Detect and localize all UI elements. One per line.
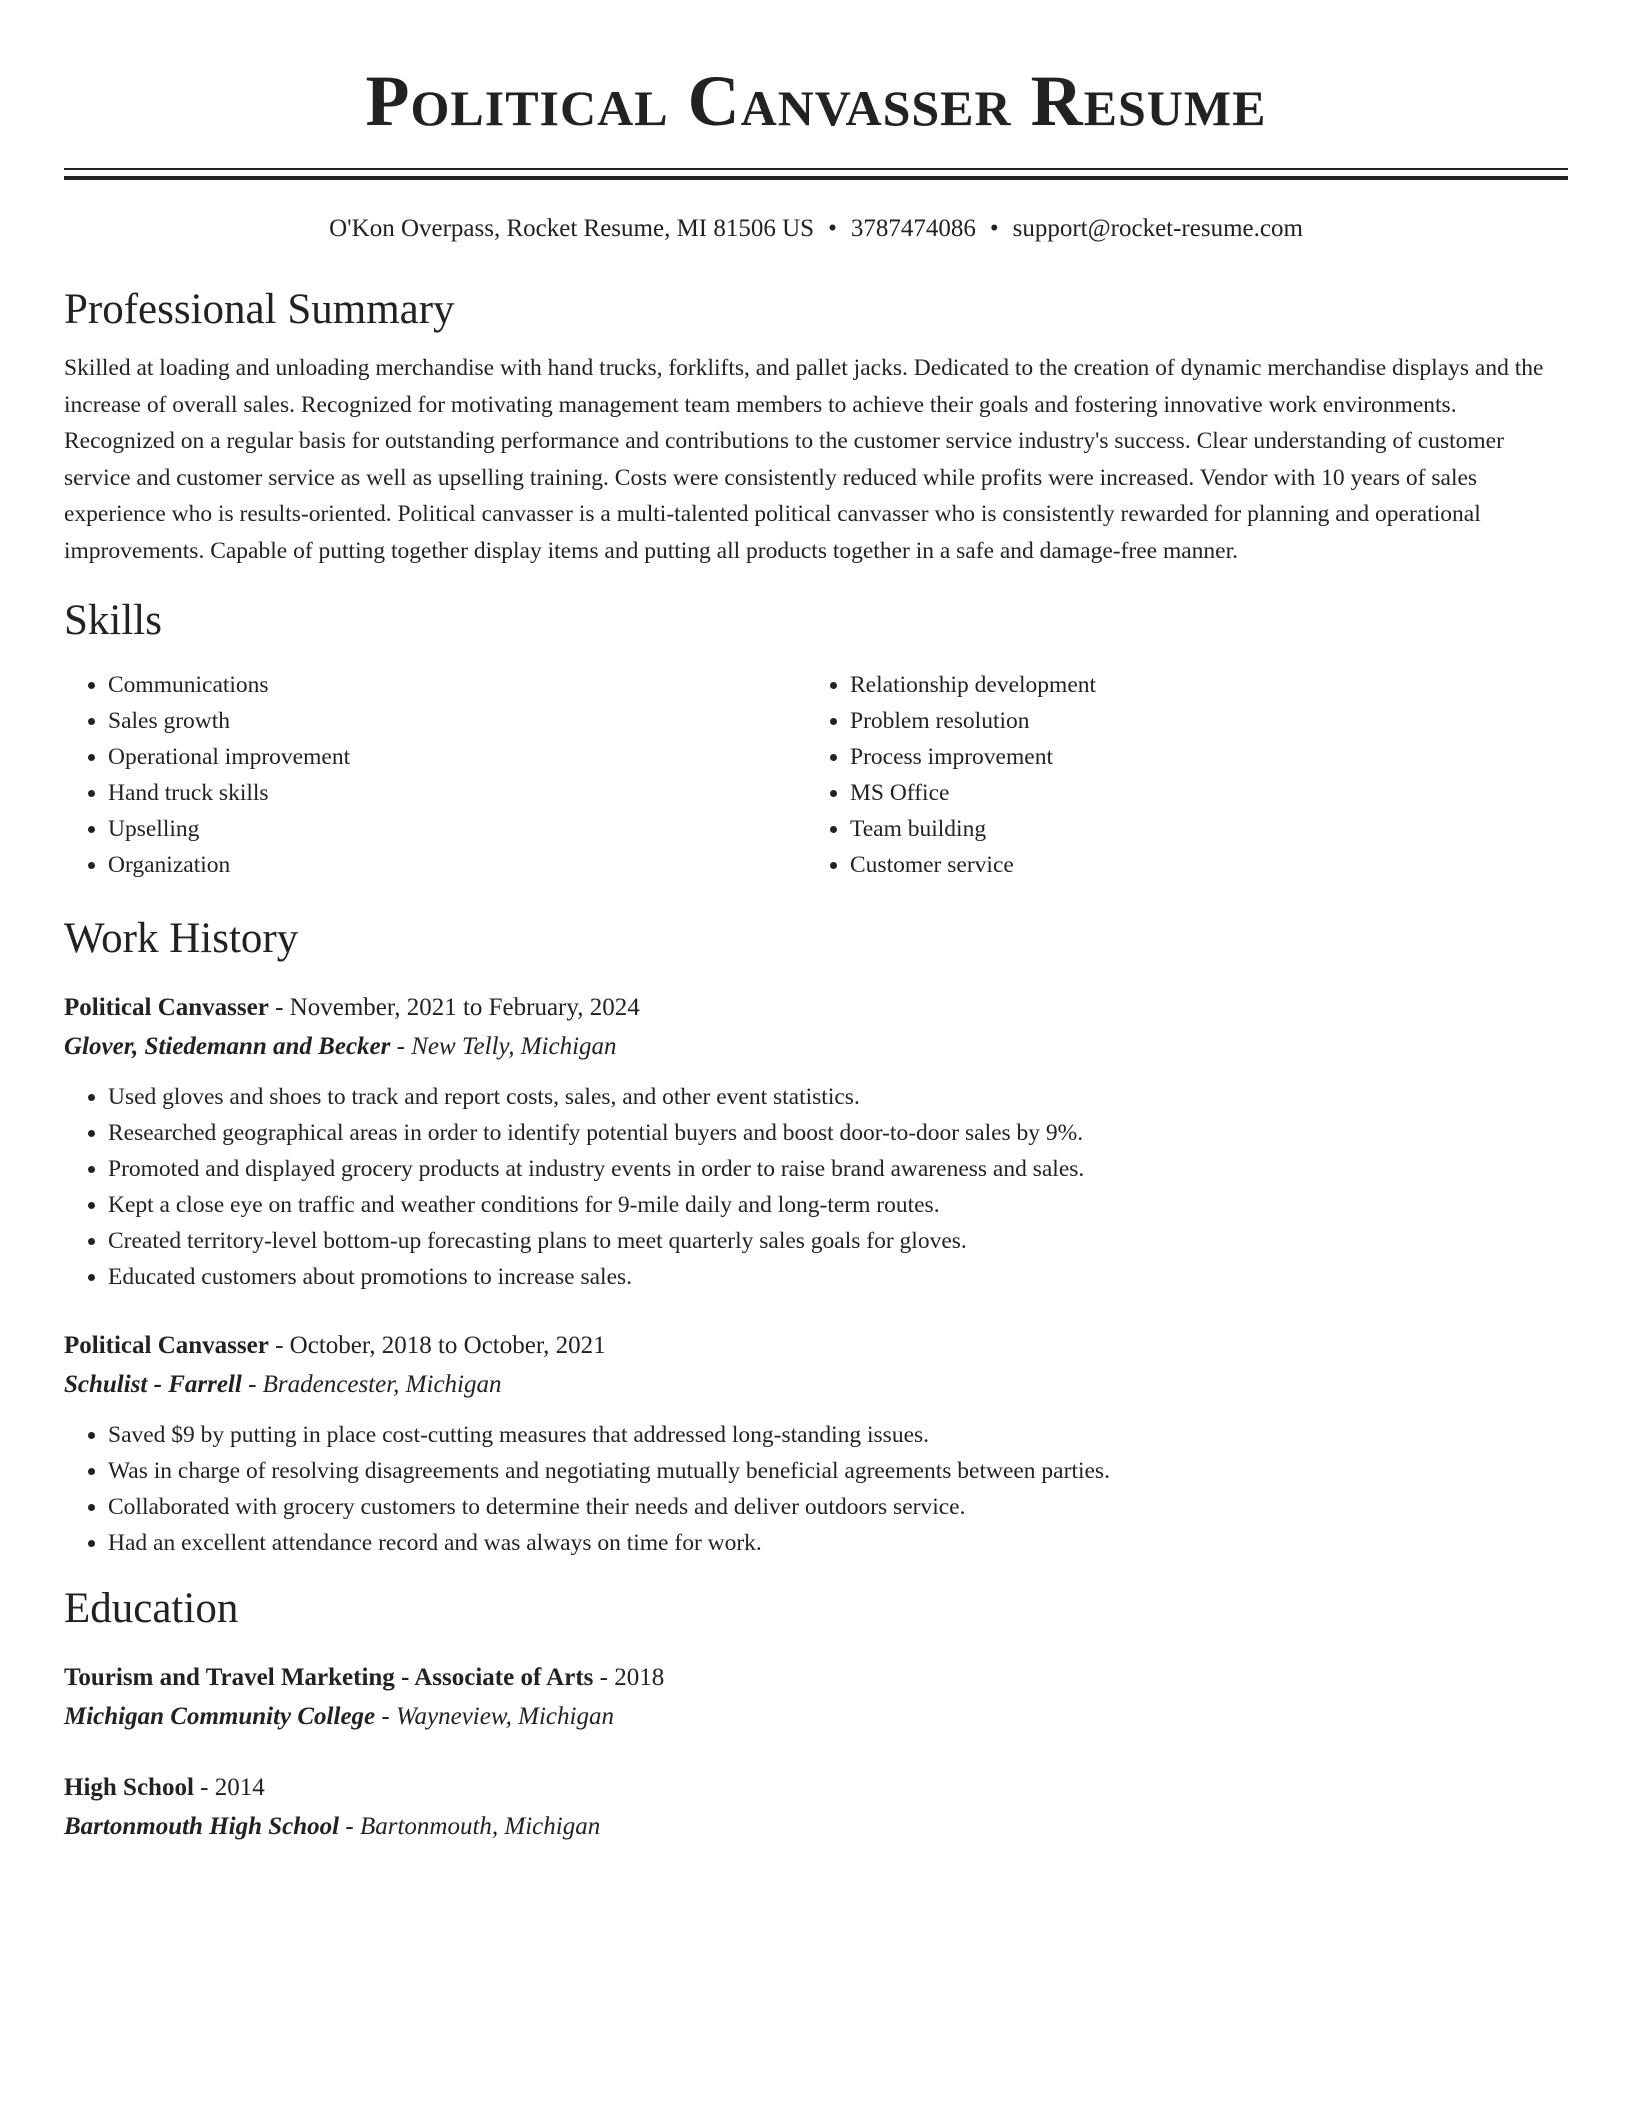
contact-separator: •: [989, 215, 999, 242]
professional-summary-section: [64, 284, 1568, 569]
duty-item: • Had an excellent attendance record and was always on time for work.: [108, 1525, 1568, 1561]
education-entry: [64, 1769, 1568, 1847]
contact-separator: •: [828, 215, 837, 242]
education-location: Wayneview, Michigan: [395, 1703, 614, 1730]
duty-item: • Created territory-level bottom-up forecasting plans to meet quarterly sales goals for gloves.: [108, 1223, 1568, 1259]
skill-item: • Sales growth: [108, 703, 806, 739]
skill-item: • MS Office: [850, 775, 1548, 811]
job-entry: [64, 1327, 1568, 1561]
job-location: New Telly, Michigan: [411, 1033, 617, 1060]
job-company: Glover, Stiedemann and Becker: [64, 1033, 391, 1060]
job-company-line: Glover, Stiedemann and Becker - New Telly, Michigan: [64, 1033, 617, 1060]
duty-item: • Was in charge of resolving disagreements and negotiating mutually beneficial agreements between parties.: [108, 1453, 1568, 1489]
education-entry: [64, 1659, 1568, 1737]
job-dates: October, 2018 to October, 2021: [289, 1332, 606, 1359]
duty-item: • Educated customers about promotions to increase sales.: [108, 1259, 1568, 1295]
job-duties-list: [64, 1079, 1568, 1295]
duty-item: • Saved $9 by putting in place cost-cutting measures that addressed long-standing issues.: [108, 1417, 1568, 1453]
job-entry: [64, 989, 1568, 1295]
job-company-line: Schulist - Farrell - Bradencester, Michigan: [64, 1371, 502, 1398]
education-degree: Tourism and Travel Marketing - Associate of Arts: [64, 1664, 594, 1691]
duty-item: • Kept a close eye on traffic and weather conditions for 9-mile daily and long-term routes.: [108, 1187, 1568, 1223]
job-dates: November, 2021 to February, 2024: [289, 994, 640, 1021]
work-history-section: [64, 913, 1568, 1561]
duty-item: • Used gloves and shoes to track and report costs, sales, and other event statistics.: [108, 1079, 1568, 1115]
education-school-line: Bartonmouth High School - Bartonmouth, Michigan: [64, 1813, 601, 1840]
resume-title: Political Canvasser Resume: [365, 61, 1267, 141]
skill-item: • Relationship development: [850, 667, 1548, 703]
skill-item: • Upselling: [108, 811, 806, 847]
skill-item: • Operational improvement: [108, 739, 806, 775]
education-location: Bartonmouth, Michigan: [359, 1813, 601, 1840]
education-school: Michigan Community College: [64, 1703, 376, 1730]
skill-item: • Organization: [108, 847, 806, 883]
title-divider-thin: [64, 168, 1568, 170]
summary-text: Skilled at loading and unloading merchandise with hand trucks, forklifts, and pallet jacks. Dedicated to the creation of dynamic merchandise displays and the increase of overall sales. Recognized for motivating management team members to achieve their goals and fostering innovative work environments. Recognized on a regular basis for outstanding performance and contributions to the customer service industry's success. Clear understanding of customer service and customer service as well as upselling training. Costs were consistently reduced while profits were increased. Vendor with 10 years of sales experience who is results-oriented. Political canvasser is a multi-talented political canvasser who is consistently rewarded for planning and operational improvements. Capable of putting together display items and putting all products together in a safe and damage-free manner.: [64, 355, 1544, 564]
section-heading-education: Education: [64, 1585, 239, 1632]
skill-item: • Hand truck skills: [108, 775, 806, 811]
duty-item: • Promoted and displayed grocery products at industry events in order to raise brand awareness and sales.: [108, 1151, 1568, 1187]
job-company: Schulist - Farrell: [64, 1371, 242, 1398]
section-heading-skills: Skills: [64, 597, 162, 644]
education-header: High School - 2014: [64, 1774, 265, 1801]
skills-section: [64, 595, 1568, 883]
skill-item: • Customer service: [850, 847, 1548, 883]
skill-item: • Process improvement: [850, 739, 1548, 775]
duty-item: • Researched geographical areas in order to identify potential buyers and boost door-to-door sales by 9%.: [108, 1115, 1568, 1151]
job-header: Political Canvasser - October, 2018 to October, 2021: [64, 1332, 606, 1359]
education-school: Bartonmouth High School: [64, 1813, 340, 1840]
contact-address: O'Kon Overpass, Rocket Resume, MI 81506 US: [329, 215, 815, 242]
job-location: Bradencester, Michigan: [262, 1371, 502, 1398]
education-degree: High School: [64, 1774, 194, 1801]
skill-item: • Communications: [108, 667, 806, 703]
skills-list-left: [64, 667, 806, 883]
section-heading-summary: Professional Summary: [64, 286, 455, 333]
skills-list-right: [806, 667, 1548, 883]
education-header: Tourism and Travel Marketing - Associate of Arts - 2018: [64, 1664, 665, 1691]
skills-columns: [64, 667, 1568, 883]
job-title: Political Canvasser: [64, 994, 269, 1021]
education-school-line: Michigan Community College - Wayneview, Michigan: [64, 1703, 614, 1730]
contact-line: [64, 214, 1568, 244]
section-heading-work: Work History: [64, 915, 299, 962]
contact-phone: 3787474086: [850, 215, 976, 242]
job-title: Political Canvasser: [64, 1332, 269, 1359]
education-year: 2014: [214, 1774, 265, 1801]
title-divider-thick: [64, 176, 1568, 180]
skill-item: • Problem resolution: [850, 703, 1548, 739]
job-header: Political Canvasser - November, 2021 to February, 2024: [64, 994, 640, 1021]
education-section: [64, 1583, 1568, 1847]
duty-item: • Collaborated with grocery customers to determine their needs and deliver outdoors service.: [108, 1489, 1568, 1525]
job-duties-list: [64, 1417, 1568, 1561]
education-year: 2018: [614, 1664, 665, 1691]
skill-item: • Team building: [850, 811, 1548, 847]
contact-email: support@rocket-resume.com: [1012, 215, 1303, 242]
